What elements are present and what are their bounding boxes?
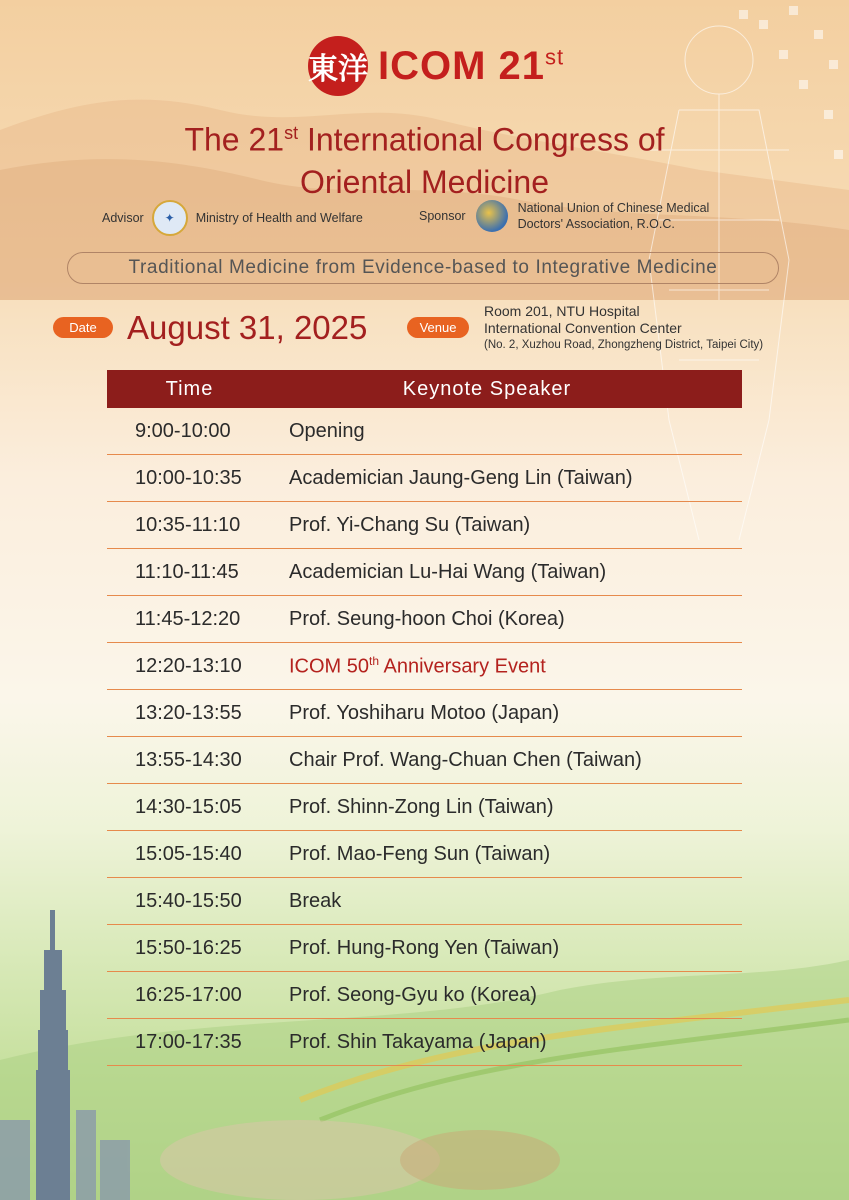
table-row: 15:05-15:40 Prof. Mao-Feng Sun (Taiwan)	[107, 831, 742, 878]
table-row: 10:00-10:35 Academician Jaung-Geng Lin (Taiwan)	[107, 455, 742, 502]
table-row: 15:40-15:50 Break	[107, 878, 742, 925]
table-row: 17:00-17:35 Prof. Shin Takayama (Japan)	[107, 1019, 742, 1066]
table-row: 14:30-15:05 Prof. Shinn-Zong Lin (Taiwan)	[107, 784, 742, 831]
theme-banner: Traditional Medicine from Evidence-based to Integrative Medicine	[67, 252, 779, 284]
advisor-name: Ministry of Health and Welfare	[195, 211, 363, 225]
venue-address: Room 201, NTU Hospital International Convention Center (No. 2, Xuzhou Road, Zhongzheng District, Taipei City)	[484, 303, 764, 351]
table-row: 11:10-11:45 Academician Lu-Hai Wang (Taiwan)	[107, 549, 742, 596]
speaker-column-header: Keynote Speaker	[402, 378, 572, 400]
icom-logo	[308, 36, 564, 96]
table-row: 13:55-14:30 Chair Prof. Wang-Chuan Chen (Taiwan)	[107, 737, 742, 784]
ministry-emblem-icon: ✦	[152, 200, 188, 236]
logo-text: ICOM 21st	[378, 43, 565, 88]
sponsor-label: Sponsor	[419, 209, 466, 223]
table-row-anniversary: 12:20-13:10 ICOM 50th Anniversary Event	[107, 643, 742, 690]
union-emblem-icon	[476, 200, 508, 232]
schedule-table	[107, 370, 742, 1066]
event-date: August 31, 2025	[127, 309, 368, 346]
time-column-header: Time	[165, 378, 214, 400]
table-row: 16:25-17:00 Prof. Seong-Gyu ko (Korea)	[107, 972, 742, 1019]
icom-seal-icon: 東洋	[308, 36, 368, 96]
table-row: 15:50-16:25 Prof. Hung-Rong Yen (Taiwan)	[107, 925, 742, 972]
table-row: 11:45-12:20 Prof. Seung-hoon Choi (Korea)	[107, 596, 742, 643]
table-row: 9:00-10:00 Opening	[107, 408, 742, 455]
date-label-badge: Date	[53, 317, 113, 338]
table-header	[107, 370, 742, 408]
table-row: 10:35-11:10 Prof. Yi-Chang Su (Taiwan)	[107, 502, 742, 549]
sponsor-name: National Union of Chinese Medical Doctors' Association, R.O.C.	[517, 201, 710, 231]
page-title: The 21st International Congress of Oriental Medicine	[184, 121, 665, 200]
advisor-label: Advisor	[102, 211, 144, 225]
advisor	[102, 200, 363, 236]
venue-label-badge: Venue	[407, 317, 469, 338]
sponsor	[419, 200, 709, 232]
table-row: 13:20-13:55 Prof. Yoshiharu Motoo (Japan)	[107, 690, 742, 737]
